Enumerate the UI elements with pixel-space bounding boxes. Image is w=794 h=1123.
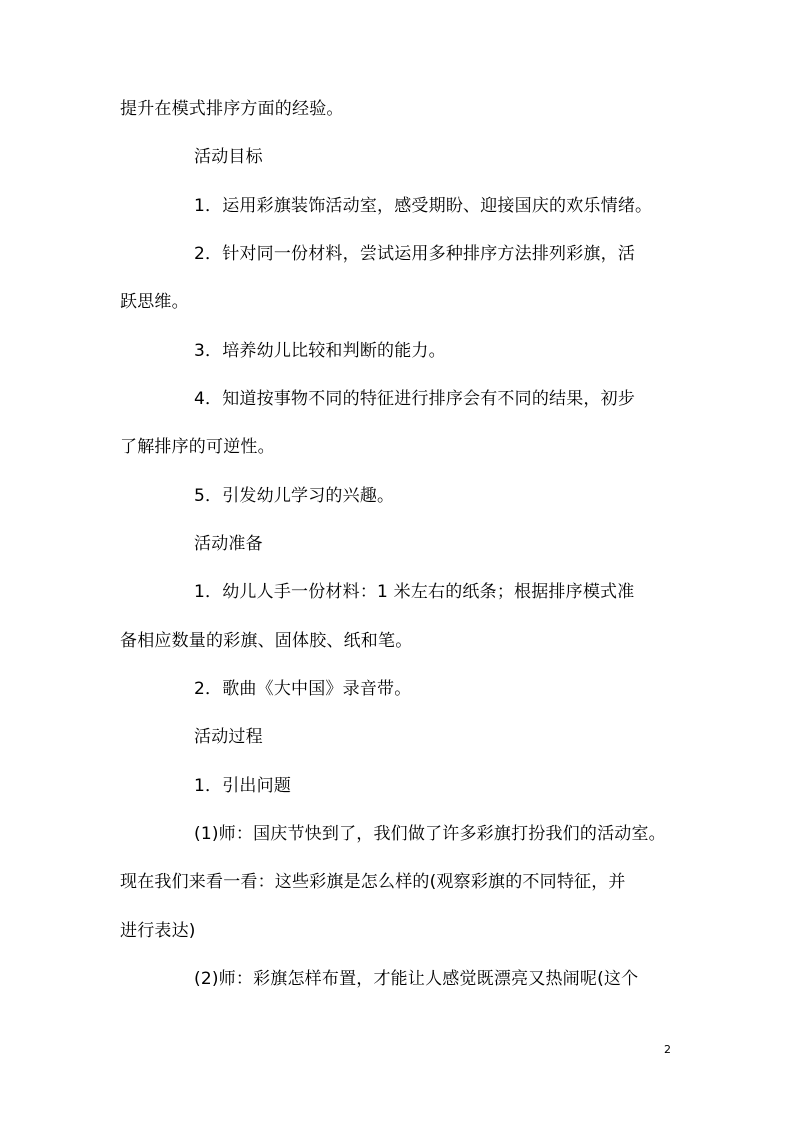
section-heading-preparation: 活动准备 xyxy=(194,534,263,554)
list-item: 2．针对同一份材料，尝试运用多种排序方法排列彩旗，活 xyxy=(194,244,636,264)
body-text-line: 备相应数量的彩旗、固体胶、纸和笔。 xyxy=(120,631,413,651)
list-item: 1．运用彩旗装饰活动室，感受期盼、迎接国庆的欢乐情绪。 xyxy=(194,196,653,216)
list-item: (1)师：国庆节快到了，我们做了许多彩旗打扮我们的活动室。 xyxy=(194,824,666,844)
body-text-line: 了解排序的可逆性。 xyxy=(120,437,275,457)
list-item: 5．引发幼儿学习的兴趣。 xyxy=(194,486,395,506)
body-text-line: 跃思维。 xyxy=(120,292,189,312)
list-item: 1．引出问题 xyxy=(194,776,292,796)
section-heading-process: 活动过程 xyxy=(194,727,263,747)
list-item: 3．培养幼儿比较和判断的能力。 xyxy=(194,341,446,361)
body-text-line: 进行表达) xyxy=(120,921,196,941)
section-heading-goals: 活动目标 xyxy=(194,147,263,167)
page-number: 2 xyxy=(664,1043,671,1056)
list-item: 2．歌曲《大中国》录音带。 xyxy=(194,679,412,699)
list-item: 4．知道按事物不同的特征进行排序会有不同的结果，初步 xyxy=(194,389,636,409)
list-item: (2)师：彩旗怎样布置，才能让人感觉既漂亮又热闹呢(这个 xyxy=(194,969,639,989)
body-text-line: 现在我们来看一看：这些彩旗是怎么样的(观察彩旗的不同特征，并 xyxy=(120,872,626,892)
body-text-line: 提升在模式排序方面的经验。 xyxy=(120,99,344,119)
list-item: 1．幼儿人手一份材料：1 米左右的纸条；根据排序模式准 xyxy=(194,582,635,602)
